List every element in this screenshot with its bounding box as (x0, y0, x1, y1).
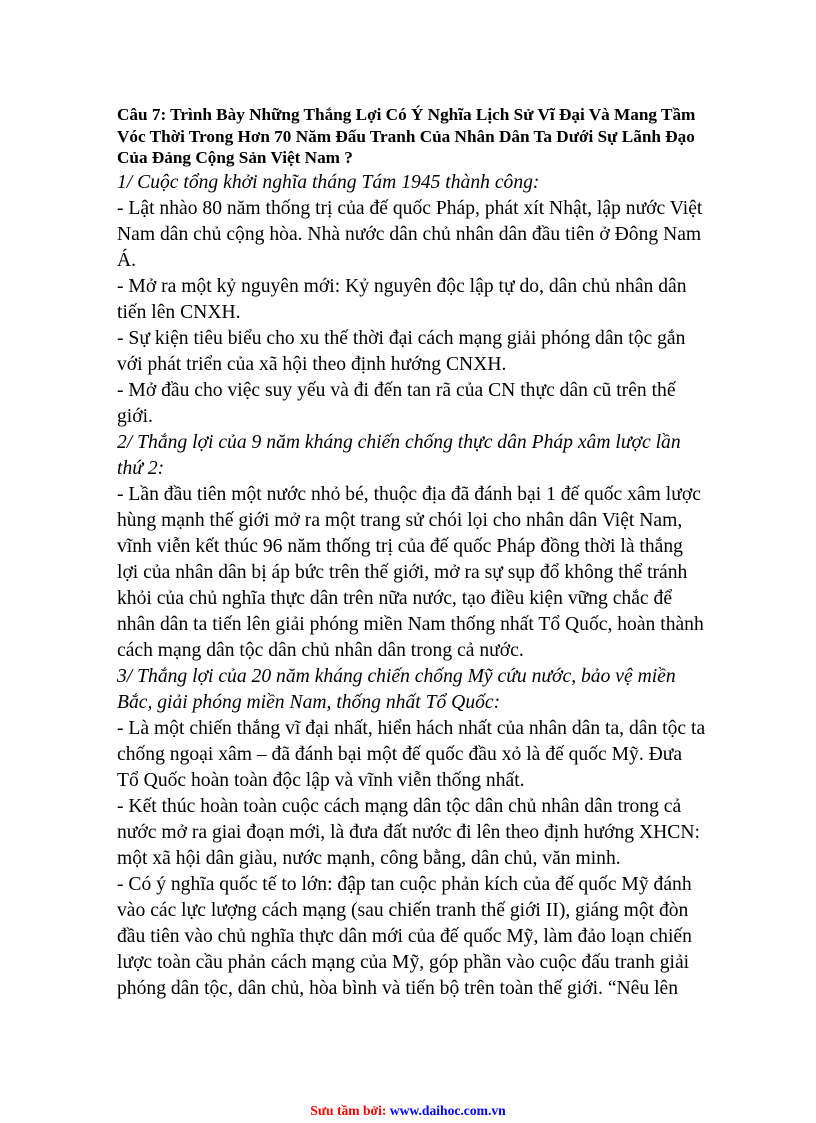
paragraph: - Mở đầu cho việc suy yếu và đi đến tan rã của CN thực dân cũ trên thế giới. (117, 379, 676, 427)
section-heading: 1/ Cuộc tổng khởi nghĩa tháng Tám 1945 thành công: (117, 171, 540, 193)
section-2 (117, 430, 707, 664)
section-1 (117, 170, 707, 430)
paragraph: - Lật nhào 80 năm thống trị của đế quốc Pháp, phát xít Nhật, lập nước Việt Nam dân chủ cộng hòa. Nhà nước dân chủ nhân dân đầu tiên ở Đông Nam Á. (117, 197, 703, 271)
paragraph: - Kết thúc hoàn toàn cuộc cách mạng dân tộc dân chủ nhân dân trong cả nước mở ra giai đoạn mới, là đưa đất nước đi lên theo định hướng XHCN: một xã hội dân giàu, nước mạnh, công bằng, dân chủ, văn minh. (117, 795, 700, 869)
paragraph: - Là một chiến thắng vĩ đại nhất, hiển hách nhất của nhân dân ta, dân tộc ta chống ngoại xâm – đã đánh bại một đế quốc đầu xỏ là đế quốc Mỹ. Đưa Tổ Quốc hoàn toàn độc lập và vĩnh viễn thống nhất. (117, 717, 706, 791)
document-body (117, 170, 707, 1002)
question-title: Câu 7: Trình Bày Những Thắng Lợi Có Ý Nghĩa Lịch Sử Vĩ Đại Và Mang Tầm Vóc Thời Trong Hơn 70 Năm Đấu Tranh Của Nhân Dân Ta Dưới Sự Lãnh Đạo Của Đảng Cộng Sản Việt Nam ? (117, 105, 696, 167)
section-heading: 3/ Thắng lợi của 20 năm kháng chiến chống Mỹ cứu nước, bảo vệ miền Bắc, giải phóng miền Nam, thống nhất Tổ Quốc: (117, 665, 676, 713)
footer-label: Sưu tầm bởi: (310, 1103, 390, 1118)
document-page (117, 104, 707, 1002)
footer-credit (0, 1103, 816, 1119)
paragraph: - Mở ra một kỷ nguyên mới: Kỷ nguyên độc lập tự do, dân chủ nhân dân tiến lên CNXH. (117, 275, 687, 323)
paragraph: - Có ý nghĩa quốc tế to lớn: đập tan cuộc phản kích của đế quốc Mỹ đánh vào các lực lượng cách mạng (sau chiến tranh thế giới II), giáng một đòn đầu tiên vào chủ nghĩa thực dân mới của đế quốc Mỹ, làm đảo loạn chiến lược toàn cầu phản cách mạng của Mỹ, góp phần vào cuộc đấu tranh giải phóng dân tộc, dân chủ, hòa bình và tiến bộ trên toàn thế giới. “Nêu lên (117, 873, 692, 999)
paragraph: - Sự kiện tiêu biểu cho xu thế thời đại cách mạng giải phóng dân tộc gắn với phát triển của xã hội theo định hướng CNXH. (117, 327, 686, 375)
footer-link[interactable]: www.daihoc.com.vn (389, 1103, 506, 1118)
paragraph: - Lần đầu tiên một nước nhỏ bé, thuộc địa đã đánh bại 1 đế quốc xâm lược hùng mạnh thế giới mở ra một trang sử chói lọi cho nhân dân Việt Nam, vĩnh viễn kết thúc 96 năm thống trị của đế quốc Pháp đồng thời là thắng lợi của nhân dân bị áp bức trên thế giới, mở ra sự sụp đổ không thể tránh khỏi của chủ nghĩa thực dân trên nữa nước, tạo điều kiện vững chắc để nhân dân ta tiến lên giải phóng miền Nam thống nhất Tổ Quốc, hoàn thành cách mạng dân tộc dân chủ nhân dân trong cả nước. (117, 483, 704, 661)
section-3 (117, 664, 707, 1002)
section-heading: 2/ Thắng lợi của 9 năm kháng chiến chống thực dân Pháp xâm lược lần thứ 2: (117, 431, 681, 479)
